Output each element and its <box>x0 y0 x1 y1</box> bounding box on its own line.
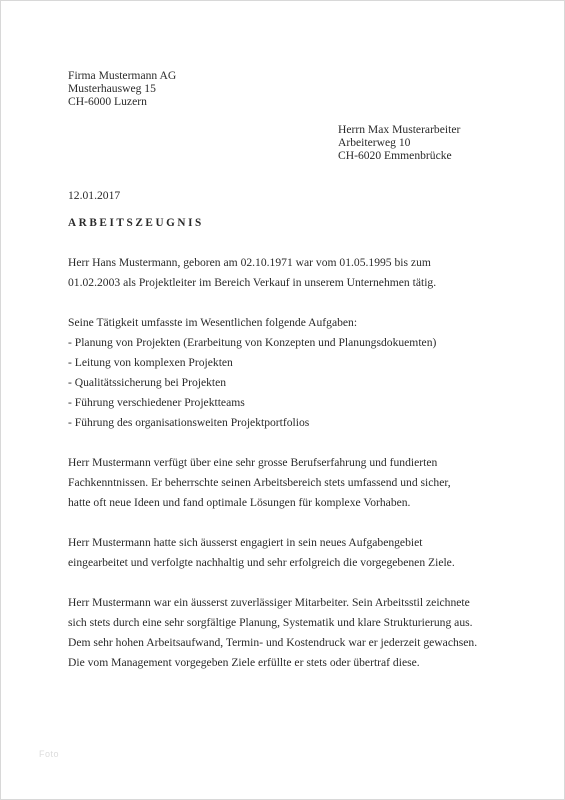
recipient-name: Herrn Max Musterarbeiter <box>338 123 461 136</box>
paragraph-line: Herr Mustermann verfügt über eine sehr grosse Berufserfahrung und fundierten <box>68 456 438 469</box>
paragraph-line: Herr Hans Mustermann, geboren am 02.10.1971 war vom 01.05.1995 bis zum <box>68 256 431 269</box>
paragraph-line: 01.02.2003 als Projektleiter im Bereich Verkauf in unserem Unternehmen tätig. <box>68 276 437 289</box>
paragraph-line: Fachkenntnissen. Er beherrschte seinen Arbeitsbereich stets umfassend und sicher, <box>68 476 451 489</box>
paragraph-line: Die vom Management vorgegeben Ziele erfüllte er stets oder übertraf diese. <box>68 656 420 669</box>
task-item: - Führung verschiedener Projektteams <box>68 396 245 409</box>
paragraph-line: Dem sehr hohen Arbeitsaufwand, Termin- und Kostendruck war er jederzeit gewachsen. <box>68 636 478 649</box>
employment-paragraph <box>68 253 436 293</box>
task-item: - Qualitätssicherung bei Projekten <box>68 376 227 389</box>
paragraph-line: eingearbeitet und verfolgte nachhaltig und sehr erfolgreich die vorgegebenen Ziele. <box>68 556 455 569</box>
sender-street: Musterhausweg 15 <box>68 82 156 96</box>
engagement-paragraph <box>68 533 455 573</box>
task-item: - Planung von Projekten (Erarbeitung von Konzepten und Planungsdokuemten) <box>68 336 437 349</box>
sender-company: Firma Mustermann AG <box>68 69 177 82</box>
recipient-address <box>338 123 460 163</box>
recipient-street: Arbeiterweg 10 <box>338 136 411 150</box>
paragraph-line: hatte oft neue Ideen und fand optimale Lösungen für komplexe Vorhaben. <box>68 496 411 509</box>
tasks-section <box>68 313 436 433</box>
reliability-paragraph <box>68 593 477 673</box>
paragraph-line: sich stets durch eine sehr sorgfältige Planung, Systematik und klare Strukturierung aus. <box>68 616 473 629</box>
recipient-city: CH-6020 Emmenbrücke <box>338 149 452 163</box>
paragraph-line: Herr Mustermann hatte sich äusserst engagiert in sein neues Aufgabengebiet <box>68 536 423 549</box>
sender-address <box>68 69 176 109</box>
tasks-intro: Seine Tätigkeit umfasste im Wesentlichen folgende Aufgaben: <box>68 316 358 329</box>
watermark: Foto <box>39 749 60 759</box>
letter-date: 12.01.2017 <box>68 189 121 202</box>
sender-city: CH-6000 Luzern <box>68 95 147 109</box>
expertise-paragraph <box>68 453 451 513</box>
paragraph-line: Herr Mustermann war ein äusserst zuverlässiger Mitarbeiter. Sein Arbeitsstil zeichnete <box>68 596 470 609</box>
task-item: - Leitung von komplexen Projekten <box>68 356 233 369</box>
task-item: - Führung des organisationsweiten Projektportfolios <box>68 416 310 429</box>
document-title: ARBEITSZEUGNIS <box>68 217 204 229</box>
